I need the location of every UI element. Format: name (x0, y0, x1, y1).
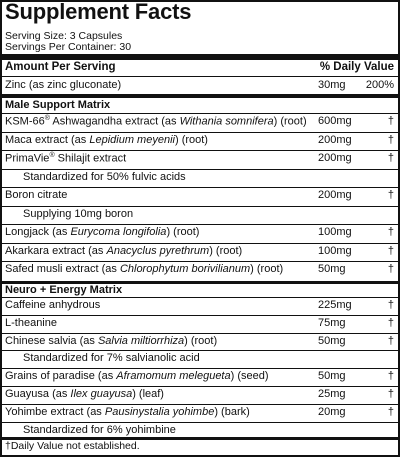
ingredient-amount: 200mg (318, 152, 352, 164)
ingredient-dv: † (387, 133, 394, 146)
thick-rule (2, 54, 398, 60)
ingredient-dv: † (387, 152, 394, 164)
ingredient-name (23, 352, 200, 364)
ingredient-name (5, 152, 126, 165)
divider (2, 333, 398, 334)
ingredient-text: Boron citrate (5, 189, 68, 201)
ingredient-dv: † (387, 115, 394, 127)
latin-name: Ilex guayusa (70, 388, 133, 400)
latin-name: Chlorophytum borivilianum (119, 263, 251, 275)
divider (2, 386, 398, 387)
divider (2, 261, 398, 262)
ingredient-amount: 200mg (318, 189, 352, 201)
ingredient-text: Chinese salvia (as (5, 334, 98, 347)
ingredient-text: KSM-66 (5, 115, 45, 128)
ingredient-text: Akarkara extract (as (5, 244, 107, 257)
ingredient-name (5, 226, 199, 238)
thick-rule (2, 94, 398, 98)
ingredient-name (5, 388, 164, 400)
ingredient-dv: † (387, 263, 394, 275)
latin-name: Aframomum melegueta (116, 370, 231, 383)
latin-name: Pausinystalia yohimbe (104, 405, 215, 418)
latin-name: Anacyclus pyrethrum (106, 244, 210, 257)
ingredient-dv: † (387, 226, 394, 238)
ingredient-name (5, 245, 242, 257)
ingredient-text: Safed musli extract (as (5, 263, 120, 275)
ingredient-text: ) (leaf) (132, 388, 164, 400)
ingredient-amount: 600mg (318, 115, 352, 127)
divider (2, 350, 398, 351)
ingredient-amount: 50mg (318, 334, 346, 347)
ingredient-text: ) (seed) (230, 370, 269, 383)
ingredient-name (5, 299, 100, 311)
divider (2, 132, 398, 133)
ingredient-dv: † (387, 189, 394, 201)
ingredient-name (5, 406, 250, 418)
ingredient-dv: † (387, 299, 394, 311)
ingredient-text: Maca extract (as (5, 133, 90, 146)
ingredient-name (5, 134, 208, 146)
ingredient-text: Shilajit extract (54, 152, 127, 165)
ingredient-text: ) (root) (273, 115, 307, 128)
ingredient-dv: 200% (365, 79, 394, 91)
divider (2, 206, 398, 207)
serving-size: Serving Size: 3 Capsules (5, 30, 123, 42)
divider (2, 76, 398, 77)
ingredient-note: Standardized for 7% salvianolic acid (23, 352, 200, 365)
ingredient-amount: 200mg (318, 133, 352, 146)
section-title-male: Male Support Matrix (5, 99, 111, 111)
latin-name: Eurycoma longifolia (70, 226, 167, 238)
ingredient-amount: 50mg (318, 263, 346, 275)
ingredient-text: ) (root) (209, 244, 243, 257)
ingredient-amount: 20mg (318, 405, 346, 418)
ingredient-text: PrimaVie (5, 152, 50, 165)
ingredient-text: ® (44, 115, 50, 122)
latin-name: Lepidium meyenii (89, 133, 175, 146)
ingredient-name (23, 424, 176, 436)
divider (2, 169, 398, 170)
ingredient-amount: 100mg (318, 244, 352, 257)
divider (2, 368, 398, 369)
ingredient-name (23, 171, 186, 183)
ingredient-name (5, 115, 307, 128)
ingredient-dv: † (387, 244, 394, 257)
divider (2, 113, 398, 114)
ingredient-text: Longjack (as (5, 226, 71, 238)
section-title-neuro: Neuro + Energy Matrix (5, 284, 123, 296)
ingredient-text: L-theanine (5, 316, 57, 329)
divider (2, 150, 398, 151)
divider (2, 404, 398, 405)
ingredient-dv: † (387, 405, 394, 418)
latin-name: Salvia miltiorrhiza (97, 334, 185, 347)
ingredient-text: Ashwagandha extract (as (49, 115, 180, 128)
servings-per-container: Servings Per Container: 30 (5, 41, 132, 53)
divider (2, 315, 398, 316)
ingredient-text: ) (root) (174, 133, 208, 146)
divider (2, 187, 398, 188)
ingredient-note: Standardized for 6% yohimbine (23, 423, 176, 436)
ingredient-name (5, 263, 283, 275)
ingredient-dv: † (387, 334, 394, 347)
ingredient-amount: 100mg (318, 226, 352, 238)
divider (2, 243, 398, 244)
ingredient-amount: 30mg (318, 79, 346, 91)
ingredient-text: Grains of paradise (as (5, 370, 117, 383)
ingredient-note: Standardized for 50% fulvic acids (23, 170, 186, 183)
ingredient-text: ) (root) (166, 226, 200, 238)
latin-name: Withania somnifera (179, 115, 274, 128)
ingredient-name (5, 317, 57, 329)
ingredient-name (5, 189, 67, 201)
ingredient-dv: † (387, 316, 394, 329)
ingredient-dv: † (387, 370, 394, 383)
ingredient-name: Zinc (as zinc gluconate) (5, 79, 122, 91)
amount-per-serving-header: Amount Per Serving (5, 61, 116, 73)
footnote: †Daily Value not established. (5, 440, 140, 452)
divider (2, 297, 398, 298)
panel-title: Supplement Facts (5, 0, 192, 24)
ingredient-amount: 225mg (318, 299, 352, 311)
ingredient-amount: 25mg (318, 388, 346, 400)
ingredient-name (5, 335, 217, 347)
ingredient-text: ) (root) (184, 334, 218, 347)
ingredient-amount: 75mg (318, 316, 346, 329)
divider (2, 224, 398, 225)
divider (2, 422, 398, 423)
ingredient-text: Guayusa (as (5, 388, 71, 400)
ingredient-note: Supplying 10mg boron (23, 207, 134, 220)
ingredient-name (5, 370, 269, 382)
ingredient-name (23, 208, 133, 220)
ingredient-dv: † (387, 388, 394, 400)
ingredient-text: Yohimbe extract (as (5, 405, 105, 418)
daily-value-header: % Daily Value (319, 61, 394, 73)
ingredient-text: ® (49, 152, 55, 159)
ingredient-amount: 50mg (318, 370, 346, 383)
ingredient-text: Caffeine anhydrous (5, 299, 101, 311)
ingredient-text: ) (root) (250, 263, 284, 275)
ingredient-text: ) (bark) (214, 405, 250, 418)
